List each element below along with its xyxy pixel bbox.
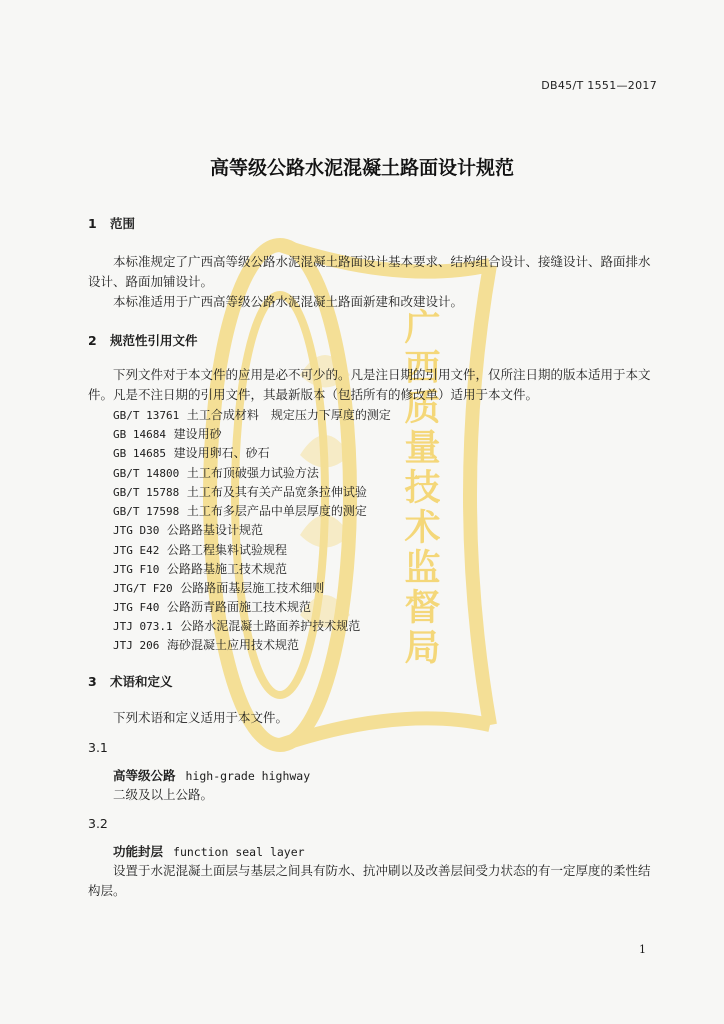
reference-item: GB 14684 建设用砂 xyxy=(113,427,222,441)
reference-item: GB/T 13761 土工合成材料 规定压力下厚度的测定 xyxy=(113,408,391,422)
reference-item: JTJ 073.1 公路水泥混凝土路面养护技术规范 xyxy=(113,619,361,633)
reference-item: GB 14685 建设用卵石、砂石 xyxy=(113,446,270,460)
term-definition: 二级及以上公路。 xyxy=(113,787,214,802)
term-definition-line2: 构层。 xyxy=(88,883,126,898)
standard-code: DB45/T 1551—2017 xyxy=(541,79,657,92)
reference-item: JTJ 206 海砂混凝土应用技术规范 xyxy=(113,638,300,652)
section-3-intro: 下列术语和定义适用于本文件。 xyxy=(113,710,289,725)
term-number: 3.2 xyxy=(88,816,108,831)
reference-item: GB/T 14800 土工布顶破强力试验方法 xyxy=(113,466,319,480)
section-1-heading: 1 范围 xyxy=(88,216,136,231)
section-3-heading: 3 术语和定义 xyxy=(88,674,173,689)
section-2-intro-line1: 下列文件对于本文件的应用是必不可少的。凡是注日期的引用文件，仅所注日期的版本适用于本文 xyxy=(113,367,651,382)
section-1-para1-line1: 本标准规定了广西高等级公路水泥混凝土路面设计基本要求、结构组合设计、接缝设计、路面排水 xyxy=(113,254,651,269)
section-2-intro-line2: 件。凡是不注日期的引用文件，其最新版本（包括所有的修改单）适用于本文件。 xyxy=(88,387,539,402)
term-heading: 高等级公路 high-grade highway xyxy=(113,768,311,783)
reference-item: JTG/T F20 公路路面基层施工技术细则 xyxy=(113,581,325,595)
reference-item: JTG E42 公路工程集料试验规程 xyxy=(113,543,288,557)
reference-item: GB/T 15788 土工布及其有关产品宽条拉伸试验 xyxy=(113,485,367,499)
section-1-para1-line2: 设计、路面加铺设计。 xyxy=(88,274,214,289)
watermark-text: 广西质量技术监督局 xyxy=(399,308,440,668)
term-definition-line1: 设置于水泥混凝土面层与基层之间具有防水、抗冲刷以及改善层间受力状态的有一定厚度的柔性结 xyxy=(113,863,651,878)
reference-item: JTG D30 公路路基设计规范 xyxy=(113,523,264,537)
reference-item: GB/T 17598 土工布多层产品中单层厚度的测定 xyxy=(113,504,367,518)
reference-item: JTG F10 公路路基施工技术规范 xyxy=(113,562,288,576)
section-1-para2: 本标准适用于广西高等级公路水泥混凝土路面新建和改建设计。 xyxy=(113,294,464,309)
page-number: 1 xyxy=(639,943,646,956)
term-number: 3.1 xyxy=(88,740,108,755)
term-heading: 功能封层 function seal layer xyxy=(113,844,305,859)
reference-item: JTG F40 公路沥青路面施工技术规范 xyxy=(113,600,312,614)
document-title: 高等级公路水泥混凝土路面设计规范 xyxy=(209,157,514,179)
section-2-heading: 2 规范性引用文件 xyxy=(88,333,198,348)
